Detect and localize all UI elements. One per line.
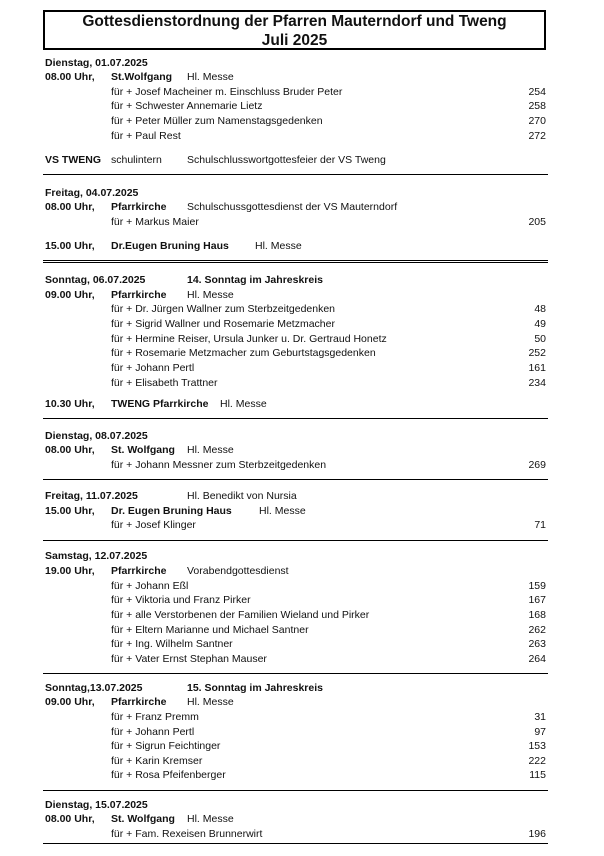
- section-divider: [43, 843, 548, 844]
- service-type: Hl. Messe: [259, 505, 306, 517]
- extra-place: TWENG Pfarrkirche: [111, 398, 209, 410]
- service-place: Dr. Eugen Bruning Haus: [111, 505, 232, 517]
- section-divider: [43, 790, 548, 791]
- intention-number: 71: [534, 519, 546, 531]
- service-time: 15.00 Uhr,: [45, 505, 95, 517]
- intention-text: für + Franz Premm: [111, 711, 199, 723]
- service-type: Hl. Messe: [187, 444, 234, 456]
- service-type: Hl. Messe: [187, 289, 234, 301]
- extra-label: VS TWENG: [45, 154, 102, 166]
- intention-text: für + Johann Pertl: [111, 726, 195, 738]
- intention-number: 252: [528, 347, 546, 359]
- intention-text: für + Schwester Annemarie Lietz: [111, 100, 263, 112]
- intention-number: 269: [528, 459, 546, 471]
- section-divider: [43, 673, 548, 674]
- service-time: 19.00 Uhr,: [45, 565, 95, 577]
- intention-number: 168: [528, 609, 546, 621]
- intention-number: 31: [534, 711, 546, 723]
- section-date: Sonntag,13.07.2025: [45, 682, 143, 694]
- intention-text: für + Hermine Reiser, Ursula Junker u. Dr. Gertraud Honetz: [111, 333, 387, 345]
- service-place: Pfarrkirche: [111, 565, 167, 577]
- intention-text: für + alle Verstorbenen der Familien Wieland und Pirker: [111, 609, 370, 621]
- service-type: Hl. Messe: [187, 696, 234, 708]
- intention-text: für + Johann Messner zum Sterbzeitgedenken: [111, 459, 327, 471]
- intention-number: 159: [528, 580, 546, 592]
- intention-text: für + Paul Rest: [111, 130, 181, 142]
- document-title-box: [43, 10, 546, 50]
- section-date: Sonntag, 06.07.2025: [45, 274, 146, 286]
- section-date: Samstag, 12.07.2025: [45, 550, 148, 562]
- extra-service: Hl. Messe: [220, 398, 267, 410]
- intention-number: 50: [534, 333, 546, 345]
- intention-number: 234: [528, 377, 546, 389]
- intention-text: für + Johann Pertl: [111, 362, 195, 374]
- service-place: Pfarrkirche: [111, 201, 167, 213]
- intention-text: für + Viktoria und Franz Pirker: [111, 594, 251, 606]
- intention-text: für + Fam. Rexeisen Brunnerwirt: [111, 828, 263, 840]
- section-divider: [43, 479, 548, 480]
- section-date: Dienstag, 15.07.2025: [45, 799, 148, 811]
- service-place: Pfarrkirche: [111, 696, 167, 708]
- service-place: St.Wolfgang: [111, 71, 173, 83]
- extra-place: schulintern: [111, 154, 162, 166]
- intention-text: für + Dr. Jürgen Wallner zum Sterbzeitgedenken: [111, 303, 336, 315]
- intention-text: für + Eltern Marianne und Michael Santner: [111, 624, 309, 636]
- intention-text: für + Markus Maier: [111, 216, 199, 228]
- section-date: Dienstag, 08.07.2025: [45, 430, 148, 442]
- intention-number: 48: [534, 303, 546, 315]
- intention-number: 254: [528, 86, 546, 98]
- service-type: Vorabendgottesdienst: [187, 565, 289, 577]
- service-time: 09.00 Uhr,: [45, 696, 95, 708]
- intention-text: für + Karin Kremser: [111, 755, 203, 767]
- service-time: 09.00 Uhr,: [45, 289, 95, 301]
- extra-service: Schulschlusswortgottesfeier der VS Tweng: [187, 154, 386, 166]
- document-title: Gottesdienstordnung der Pfarren Mauterndorf und Tweng: [82, 13, 507, 30]
- service-type: Hl. Messe: [187, 813, 234, 825]
- service-time: 08.00 Uhr,: [45, 444, 95, 456]
- document-subtitle: Juli 2025: [261, 32, 328, 49]
- service-time: 08.00 Uhr,: [45, 201, 95, 213]
- section-divider-double: [43, 260, 548, 263]
- service-place: Pfarrkirche: [111, 289, 167, 301]
- intention-text: für + Elisabeth Trattner: [111, 377, 218, 389]
- extra-time: 10.30 Uhr,: [45, 398, 95, 410]
- intention-number: 97: [534, 726, 546, 738]
- feast-label: Hl. Benedikt von Nursia: [187, 490, 297, 502]
- section-date: Freitag, 11.07.2025: [45, 490, 138, 502]
- section-date: Freitag, 04.07.2025: [45, 187, 139, 199]
- section-divider: [43, 540, 548, 541]
- sunday-label: 15. Sonntag im Jahreskreis: [187, 682, 323, 694]
- service-place: St. Wolfgang: [111, 813, 175, 825]
- service-time: 08.00 Uhr,: [45, 71, 95, 83]
- intention-number: 167: [528, 594, 546, 606]
- intention-number: 270: [528, 115, 546, 127]
- extra-service: Hl. Messe: [255, 240, 302, 252]
- intention-number: 272: [528, 130, 546, 142]
- service-type: Hl. Messe: [187, 71, 234, 83]
- sunday-label: 14. Sonntag im Jahreskreis: [187, 274, 323, 286]
- intention-number: 264: [528, 653, 546, 665]
- intention-text: für + Johann Eßl: [111, 580, 189, 592]
- section-date: Dienstag, 01.07.2025: [45, 57, 148, 69]
- intention-number: 161: [528, 362, 546, 374]
- intention-number: 258: [528, 100, 546, 112]
- intention-number: 115: [529, 769, 546, 781]
- intention-number: 262: [528, 624, 546, 636]
- intention-text: für + Rosa Pfeifenberger: [111, 769, 226, 781]
- service-type: Schulschussgottesdienst der VS Mauterndorf: [187, 201, 398, 213]
- intention-text: für + Ing. Wilhelm Santner: [111, 638, 233, 650]
- intention-text: für + Sigrid Wallner und Rosemarie Metzmacher: [111, 318, 335, 330]
- extra-place: Dr.Eugen Bruning Haus: [111, 240, 229, 252]
- service-time: 08.00 Uhr,: [45, 813, 95, 825]
- intention-text: für + Josef Macheiner m. Einschluss Bruder Peter: [111, 86, 343, 98]
- extra-time: 15.00 Uhr,: [45, 240, 95, 252]
- service-place: St. Wolfgang: [111, 444, 175, 456]
- intention-text: für + Vater Ernst Stephan Mauser: [111, 653, 267, 665]
- section-divider: [43, 418, 548, 419]
- intention-number: 196: [528, 828, 546, 840]
- intention-text: für + Peter Müller zum Namenstagsgedenken: [111, 115, 323, 127]
- intention-number: 153: [528, 740, 546, 752]
- intention-number: 205: [528, 216, 546, 228]
- intention-number: 263: [528, 638, 546, 650]
- intention-text: für + Rosemarie Metzmacher zum Geburtstagsgedenken: [111, 347, 376, 359]
- intention-text: für + Josef Klinger: [111, 519, 196, 531]
- intention-number: 222: [528, 755, 546, 767]
- intention-text: für + Sigrun Feichtinger: [111, 740, 221, 752]
- section-divider: [43, 174, 548, 175]
- intention-number: 49: [534, 318, 546, 330]
